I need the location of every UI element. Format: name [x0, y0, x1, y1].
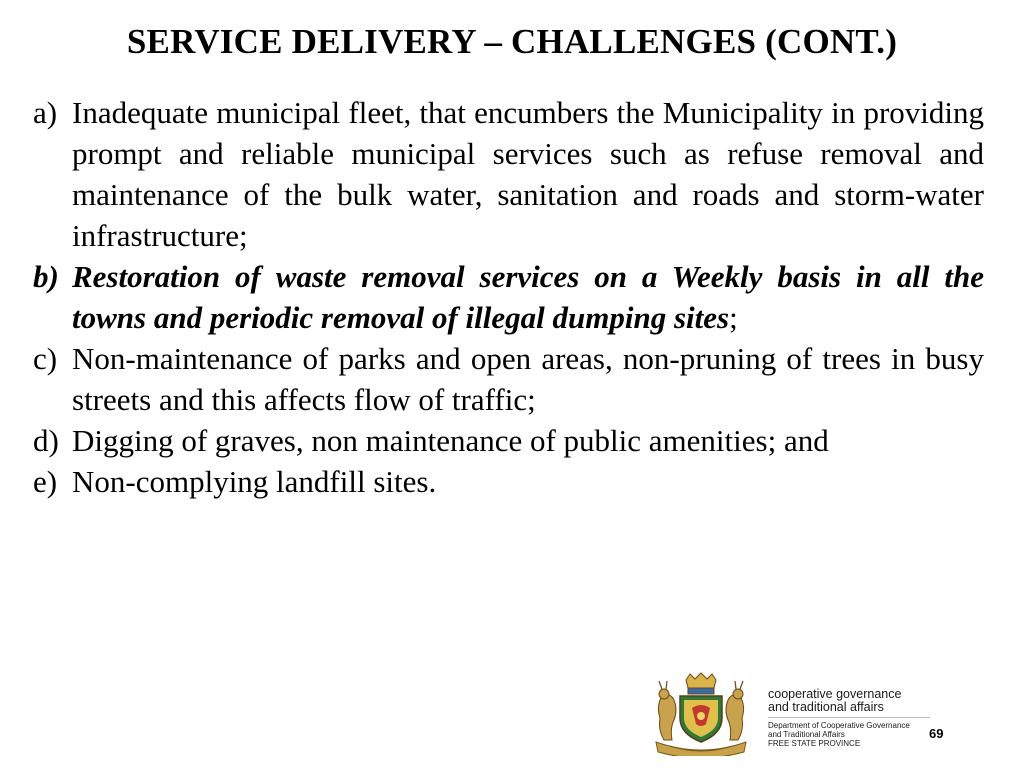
department-name-block: [768, 688, 930, 748]
list-marker: e): [33, 464, 58, 499]
department-line-2: and traditional affairs: [768, 700, 884, 714]
department-footer: [648, 672, 958, 756]
department-detail-1: Department of Cooperative Governance: [768, 721, 910, 730]
list-item-suffix: ;: [729, 300, 738, 335]
list-item-text: Non-maintenance of parks and open areas, non-pruning of trees in busy streets and this affects flow of traffic;: [72, 341, 984, 417]
list-item-text: Inadequate municipal fleet, that encumbers the Municipality in providing prompt and reliable municipal services such as refuse removal and maintenance of the bulk water, sanitation and roads and storm-water infrastructure;: [72, 95, 984, 253]
list-marker: b): [33, 259, 59, 294]
divider: [768, 717, 930, 718]
list-item-c: [33, 338, 984, 420]
slide-title: SERVICE DELIVERY – CHALLENGES (CONT.): [126, 22, 898, 61]
province-label: FREE STATE PROVINCE: [768, 739, 861, 748]
list-item-text: Digging of graves, non maintenance of public amenities; and: [72, 423, 829, 458]
department-detail-2: and Traditional Affairs: [768, 730, 845, 739]
list-item-b: [33, 256, 984, 338]
list-item-d: [33, 420, 984, 461]
list-item-text: Non-complying landfill sites.: [72, 464, 437, 499]
list-item-e: [33, 461, 984, 502]
list-item-a: [33, 92, 984, 256]
list-marker: d): [33, 423, 59, 458]
page-number: 69: [929, 726, 944, 741]
coat-of-arms-icon: [648, 672, 754, 756]
list-marker: c): [33, 341, 58, 376]
challenges-list: [33, 92, 984, 502]
emphasized-text: Restoration of waste removal services on a Weekly basis in all the towns and periodic removal of illegal dumping sites: [72, 259, 984, 335]
department-line-1: cooperative governance: [768, 687, 902, 701]
list-marker: a): [33, 95, 58, 130]
list-item-text: [72, 256, 984, 338]
